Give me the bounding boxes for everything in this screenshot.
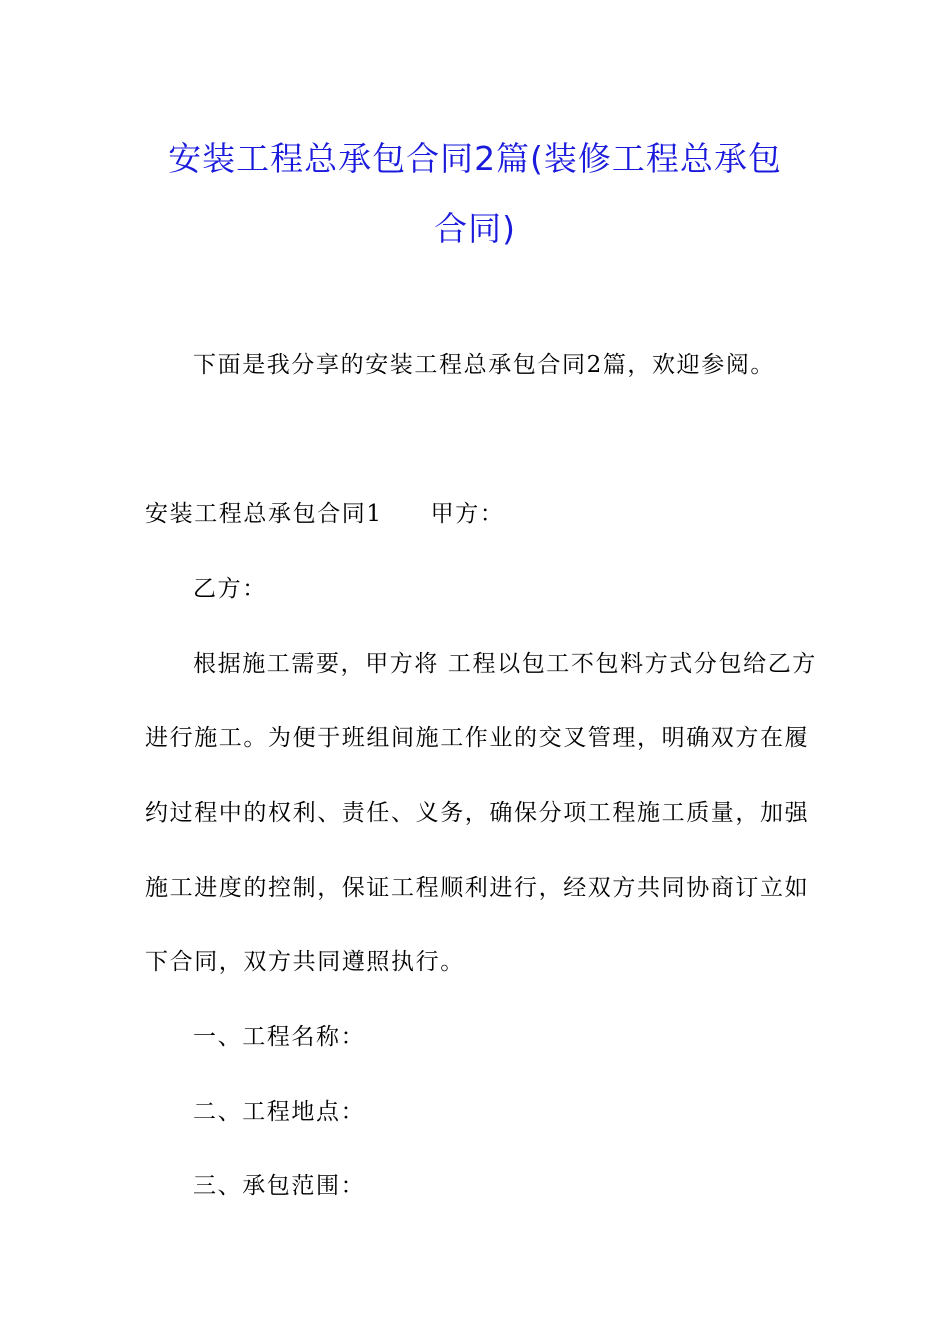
body-line-3: 约过程中的权利、责任、义务，确保分项工程施工质量，加强 [145,800,810,826]
party-a-label: 甲方： [430,501,505,527]
body-line-1: 根据施工需要，甲方将 工程以包工不包料方式分包给乙方 [193,651,817,677]
body-line-5: 下合同，双方共同遵照执行。 [145,949,465,975]
body-line-4: 施工进度的控制，保证工程顺利进行，经双方共同协商订立如 [145,875,810,901]
body-line-2: 进行施工。为便于班组间施工作业的交叉管理，明确双方在履 [145,725,810,751]
contract-heading: 安装工程总承包合同1 [145,501,383,527]
clause-project-location: 二、工程地点： [193,1099,366,1125]
document-title-line-2: 合同) [434,209,516,248]
document-title-line-1: 安装工程总承包合同2篇(装修工程总承包 [168,139,782,178]
party-b-label: 乙方： [193,576,267,602]
clause-contract-scope: 三、承包范围： [193,1173,366,1199]
contract-heading-line [145,495,504,528]
intro-paragraph: 下面是我分享的安装工程总承包合同2篇，欢迎参阅。 [193,352,776,378]
clause-project-name: 一、工程名称： [193,1024,366,1050]
